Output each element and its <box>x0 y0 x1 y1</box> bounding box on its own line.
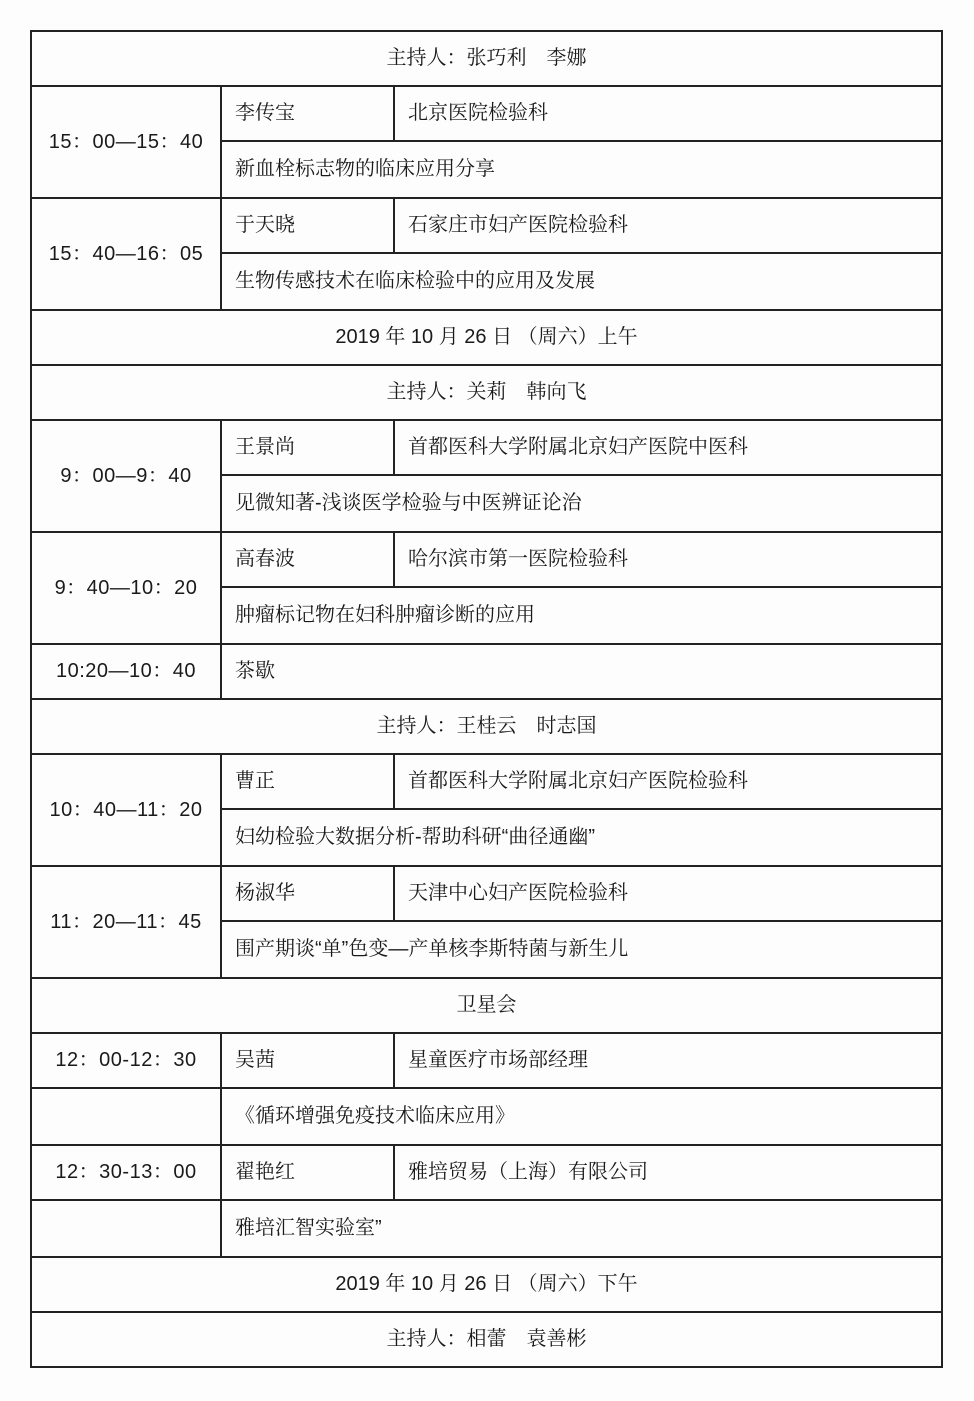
talk-title-row <box>31 1088 942 1145</box>
date-row <box>31 1257 942 1312</box>
talk-row <box>31 754 942 809</box>
speaker-cell: 高春波 <box>221 532 394 587</box>
affiliation-cell: 哈尔滨市第一医院检验科 <box>394 532 942 587</box>
time-cell: 9：00—9：40 <box>31 420 221 532</box>
moderator-row <box>31 1312 942 1367</box>
empty-time-cell <box>31 1200 221 1257</box>
time-cell: 15：00—15：40 <box>31 86 221 198</box>
affiliation-cell: 天津中心妇产医院检验科 <box>394 866 942 921</box>
section-label: 卫星会 <box>31 978 942 1033</box>
empty-time-cell <box>31 1088 221 1145</box>
moderator-row <box>31 699 942 754</box>
affiliation-cell: 北京医院检验科 <box>394 86 942 141</box>
speaker-cell: 翟艳红 <box>221 1145 394 1200</box>
talk-title-cell: 围产期谈“单”色变—产单核李斯特菌与新生儿 <box>221 921 942 978</box>
affiliation-cell: 首都医科大学附属北京妇产医院检验科 <box>394 754 942 809</box>
time-cell: 9：40—10：20 <box>31 532 221 644</box>
date-label: 2019 年 10 月 26 日 （周六）下午 <box>31 1257 942 1312</box>
moderator-row <box>31 31 942 86</box>
time-cell: 12：00-12：30 <box>31 1033 221 1088</box>
talk-title-cell: 见微知著-浅谈医学检验与中医辨证论治 <box>221 475 942 532</box>
talk-title-cell: 肿瘤标记物在妇科肿瘤诊断的应用 <box>221 587 942 644</box>
moderator-label: 主持人：关莉 韩向飞 <box>31 365 942 420</box>
moderator-label: 主持人：张巧利 李娜 <box>31 31 942 86</box>
moderator-label: 主持人：王桂云 时志国 <box>31 699 942 754</box>
talk-row <box>31 532 942 587</box>
speaker-cell: 李传宝 <box>221 86 394 141</box>
talk-row <box>31 198 942 253</box>
time-cell: 11：20—11：45 <box>31 866 221 978</box>
moderator-label: 主持人：相蕾 袁善彬 <box>31 1312 942 1367</box>
talk-row <box>31 1033 942 1088</box>
speaker-cell: 吴茜 <box>221 1033 394 1088</box>
tea-break-label: 茶歇 <box>221 644 942 699</box>
talk-title-cell: 妇幼检验大数据分析-帮助科研“曲径通幽” <box>221 809 942 866</box>
moderator-row <box>31 365 942 420</box>
talk-title-row <box>31 1200 942 1257</box>
talk-title-cell: 生物传感技术在临床检验中的应用及发展 <box>221 253 942 310</box>
conference-schedule-table <box>30 30 943 1368</box>
date-label: 2019 年 10 月 26 日 （周六）上午 <box>31 310 942 365</box>
speaker-cell: 曹正 <box>221 754 394 809</box>
talk-title-cell: 雅培汇智实验室” <box>221 1200 942 1257</box>
affiliation-cell: 首都医科大学附属北京妇产医院中医科 <box>394 420 942 475</box>
affiliation-cell: 星童医疗市场部经理 <box>394 1033 942 1088</box>
affiliation-cell: 雅培贸易（上海）有限公司 <box>394 1145 942 1200</box>
date-row <box>31 310 942 365</box>
talk-title-cell: 新血栓标志物的临床应用分享 <box>221 141 942 198</box>
talk-row <box>31 1145 942 1200</box>
time-cell: 10：40—11：20 <box>31 754 221 866</box>
talk-title-cell: 《循环增强免疫技术临床应用》 <box>221 1088 942 1145</box>
tea-break-row <box>31 644 942 699</box>
time-cell: 15：40—16：05 <box>31 198 221 310</box>
talk-row <box>31 86 942 141</box>
speaker-cell: 于天晓 <box>221 198 394 253</box>
time-cell: 10:20—10：40 <box>31 644 221 699</box>
speaker-cell: 王景尚 <box>221 420 394 475</box>
talk-row <box>31 866 942 921</box>
talk-row <box>31 420 942 475</box>
speaker-cell: 杨淑华 <box>221 866 394 921</box>
satellite-session-row <box>31 978 942 1033</box>
affiliation-cell: 石家庄市妇产医院检验科 <box>394 198 942 253</box>
time-cell: 12：30-13：00 <box>31 1145 221 1200</box>
